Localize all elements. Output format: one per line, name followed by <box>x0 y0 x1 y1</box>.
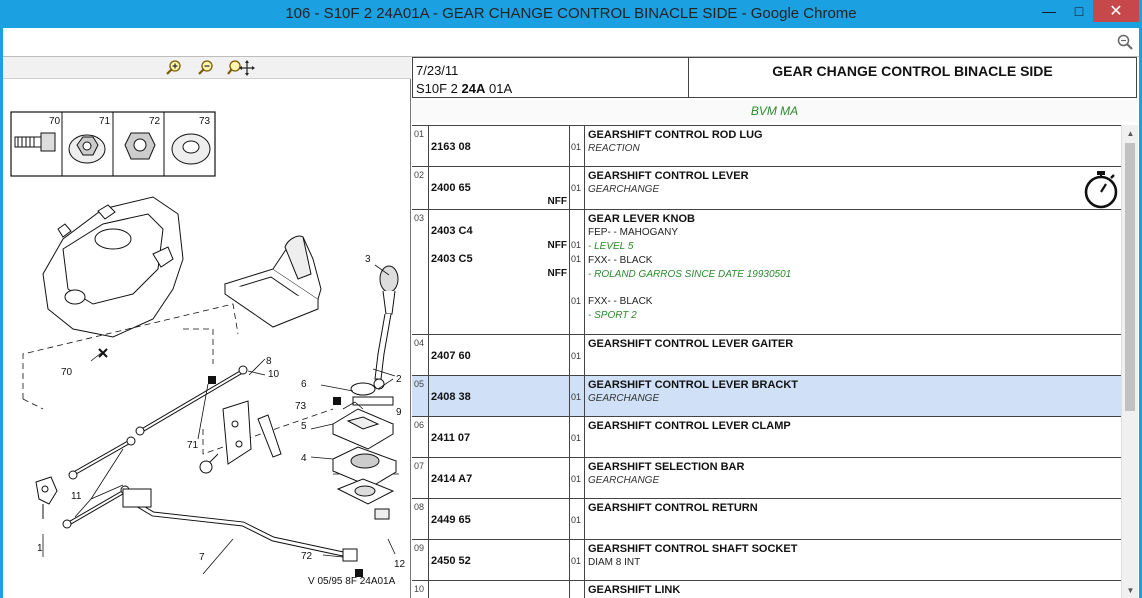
minimize-button[interactable] <box>1034 0 1064 22</box>
table-row[interactable] <box>412 540 1121 581</box>
fixing-point-marker <box>99 349 107 357</box>
description-cell <box>586 417 1121 457</box>
description-cell <box>586 335 1121 375</box>
part-number[interactable]: 2411 07 <box>431 432 471 444</box>
part-detail: GEARCHANGE <box>588 184 660 195</box>
row-index: 07 <box>412 458 429 498</box>
table-row[interactable] <box>412 126 1121 167</box>
minimize-icon: — <box>1042 3 1056 19</box>
row-index: 10 <box>412 581 429 598</box>
part-detail: REACTION <box>588 143 640 154</box>
gearbox-housing <box>43 197 183 337</box>
parts-header <box>412 57 1137 98</box>
quantity: 01 <box>571 296 582 306</box>
callout: 72 <box>149 116 161 127</box>
callout: 71 <box>99 116 111 127</box>
quantity: 01 <box>571 351 582 361</box>
window-titlebar <box>0 0 1142 28</box>
part-name[interactable]: GEARSHIFT CONTROL LEVER GAITER <box>588 338 794 350</box>
part-number[interactable]: 2400 65 <box>431 182 471 194</box>
part-reference-cell <box>429 376 570 416</box>
part-reference-cell <box>429 210 570 334</box>
part-reference-cell <box>429 335 570 375</box>
part-number[interactable]: 2407 60 <box>431 350 471 362</box>
zoom-out-icon[interactable] <box>197 59 215 77</box>
part-name[interactable]: GEARSHIFT CONTROL ROD LUG <box>588 129 763 141</box>
callout: 11 <box>71 491 82 502</box>
quantity: 01 <box>571 556 582 566</box>
quantity-cell <box>570 417 585 457</box>
callout: 4 <box>301 453 307 464</box>
exploded-parts-diagram <box>3 79 411 598</box>
part-detail: FXX- - BLACK <box>588 255 653 266</box>
quantity: 01 <box>571 392 582 402</box>
part-name[interactable]: GEARSHIFT CONTROL LEVER BRACKT <box>588 379 799 391</box>
callout: 1 <box>37 543 43 554</box>
browser-toolbar <box>3 28 1139 57</box>
page-content <box>3 57 1139 598</box>
part-detail: FXX- - BLACK <box>588 296 653 307</box>
quantity: 01 <box>571 515 582 525</box>
quantity: 01 <box>571 433 582 443</box>
row-index: 03 <box>412 210 429 334</box>
diagram-caption: V 05/95 8F 24A01A <box>308 576 396 587</box>
catalog-reference: S10F 2 24A 01A <box>416 81 513 96</box>
part-number[interactable]: 2403 C5 <box>431 253 473 265</box>
callout: 2 <box>396 374 402 385</box>
row-index: 04 <box>412 335 429 375</box>
part-detail: FEP- - MAHOGANY <box>588 227 679 238</box>
quantity: 01 <box>571 240 582 250</box>
quantity: 01 <box>571 474 582 484</box>
part-reference-cell <box>429 458 570 498</box>
part-detail: - SPORT 2 <box>588 310 637 321</box>
selection-bar <box>123 489 357 561</box>
part-number[interactable]: 2414 A7 <box>431 473 473 485</box>
part-number[interactable]: 2403 C4 <box>431 225 473 237</box>
quantity: 01 <box>571 254 582 264</box>
callout: 73 <box>199 116 211 127</box>
part-name[interactable]: GEARSHIFT SELECTION BAR <box>588 461 745 473</box>
callout: 7 <box>199 552 205 563</box>
callout: 5 <box>301 421 307 432</box>
row-index: 09 <box>412 540 429 580</box>
diagram-pane <box>3 57 411 598</box>
maximize-icon: □ <box>1074 3 1084 19</box>
quantity-cell <box>570 499 585 539</box>
zoom-search-icon[interactable] <box>1117 34 1133 50</box>
row-index: 01 <box>412 126 429 166</box>
nff-flag: NFF <box>547 196 567 207</box>
table-row[interactable] <box>412 499 1121 540</box>
description-cell <box>586 458 1121 498</box>
row-index: 02 <box>412 167 429 209</box>
quantity: 01 <box>571 142 582 152</box>
parts-scrollbar[interactable] <box>1121 125 1138 598</box>
callout: 72 <box>301 551 313 562</box>
part-detail: - ROLAND GARROS SINCE DATE 19930501 <box>588 269 792 280</box>
return-lever <box>200 401 281 473</box>
quantity-cell <box>570 458 585 498</box>
quantity-cell <box>570 581 585 598</box>
marker-square <box>208 376 216 384</box>
scroll-down-icon[interactable]: ▼ <box>1126 585 1135 595</box>
close-icon: ✕ <box>1109 3 1123 20</box>
row-index: 08 <box>412 499 429 539</box>
description-cell <box>586 210 1121 334</box>
row-index: 05 <box>412 376 429 416</box>
part-number[interactable]: 2450 52 <box>431 555 471 567</box>
callout: 71 <box>187 440 199 451</box>
diagram-toolbar <box>3 57 411 79</box>
flange-nut-icon <box>69 135 105 163</box>
stopwatch-icon[interactable] <box>1083 169 1119 209</box>
part-reference-cell <box>429 417 570 457</box>
zoom-pan-icon[interactable] <box>227 59 255 77</box>
washer-icon <box>172 134 210 164</box>
part-detail: DIAM 8 INT <box>588 557 641 568</box>
callout: 70 <box>49 116 61 127</box>
callout: 73 <box>295 401 307 412</box>
quantity-cell <box>570 540 585 580</box>
table-row[interactable] <box>412 335 1121 376</box>
control-rods <box>63 366 247 528</box>
part-reference-cell <box>429 126 570 166</box>
description-cell <box>586 540 1121 580</box>
nff-flag: NFF <box>547 240 567 251</box>
console-bezel <box>225 236 321 327</box>
part-reference-cell <box>429 167 570 209</box>
rod-lug <box>36 477 57 519</box>
part-name[interactable]: GEARSHIFT CONTROL LEVER CLAMP <box>588 420 791 432</box>
quantity: 01 <box>571 183 582 193</box>
table-row[interactable] <box>412 417 1121 458</box>
part-number[interactable]: 2163 08 <box>431 141 471 153</box>
hex-nut-icon <box>125 133 155 159</box>
parts-table <box>412 125 1121 598</box>
description-cell <box>586 499 1121 539</box>
nff-flag: NFF <box>547 268 567 279</box>
part-name[interactable]: GEARSHIFT CONTROL LEVER <box>588 170 749 182</box>
part-reference-cell <box>429 581 570 598</box>
part-detail: GEARCHANGE <box>588 475 660 486</box>
lever-bracket <box>333 383 393 449</box>
part-name[interactable]: GEAR LEVER KNOB <box>588 213 695 225</box>
part-name[interactable]: GEARSHIFT LINK <box>588 584 681 596</box>
description-cell <box>586 581 1121 598</box>
part-reference-cell <box>429 499 570 539</box>
part-name[interactable]: GEARSHIFT CONTROL RETURN <box>588 502 758 514</box>
table-row[interactable] <box>412 581 1121 598</box>
part-number[interactable]: 2408 38 <box>431 391 471 403</box>
part-name[interactable]: GEARSHIFT CONTROL SHAFT SOCKET <box>588 543 798 555</box>
scroll-up-icon[interactable]: ▲ <box>1126 128 1135 138</box>
zoom-in-icon[interactable] <box>165 59 183 77</box>
table-row[interactable] <box>412 376 1121 417</box>
description-cell <box>586 376 1121 416</box>
marker-square <box>333 397 341 405</box>
callout: 3 <box>365 254 371 265</box>
scroll-thumb[interactable] <box>1125 143 1135 411</box>
description-cell <box>586 167 1121 209</box>
quantity-cell <box>570 126 585 166</box>
part-number[interactable]: 2449 65 <box>431 514 471 526</box>
window-title: 106 - S10F 2 24A01A - GEAR CHANGE CONTROL BINACLE SIDE - Google Chrome <box>285 5 857 22</box>
row-index: 06 <box>412 417 429 457</box>
part-detail: GEARCHANGE <box>588 393 660 404</box>
close-button[interactable] <box>1093 0 1139 22</box>
callout: 6 <box>301 379 307 390</box>
table-row[interactable] <box>412 210 1121 335</box>
lever-base <box>338 479 393 519</box>
part-detail: - LEVEL 5 <box>588 241 634 252</box>
quantity-cell <box>570 167 585 209</box>
quantity-cell <box>570 376 585 416</box>
callout: 70 <box>61 367 73 378</box>
maximize-button[interactable] <box>1064 0 1094 22</box>
page-title: GEAR CHANGE CONTROL BINACLE SIDE <box>772 63 1053 79</box>
description-cell <box>586 126 1121 166</box>
quantity-cell <box>570 335 585 375</box>
callout: 8 <box>266 356 272 367</box>
catalog-date: 7/23/11 <box>416 63 459 78</box>
table-row[interactable] <box>412 458 1121 499</box>
callout: 10 <box>268 369 280 380</box>
table-row[interactable] <box>412 167 1121 210</box>
gearbox-variant-label: BVM MA <box>412 100 1137 122</box>
quantity-cell <box>570 210 585 334</box>
callout: 9 <box>396 407 402 418</box>
parts-pane <box>412 57 1139 598</box>
callout: 12 <box>394 559 406 570</box>
part-reference-cell <box>429 540 570 580</box>
fastener-legend <box>11 112 215 176</box>
